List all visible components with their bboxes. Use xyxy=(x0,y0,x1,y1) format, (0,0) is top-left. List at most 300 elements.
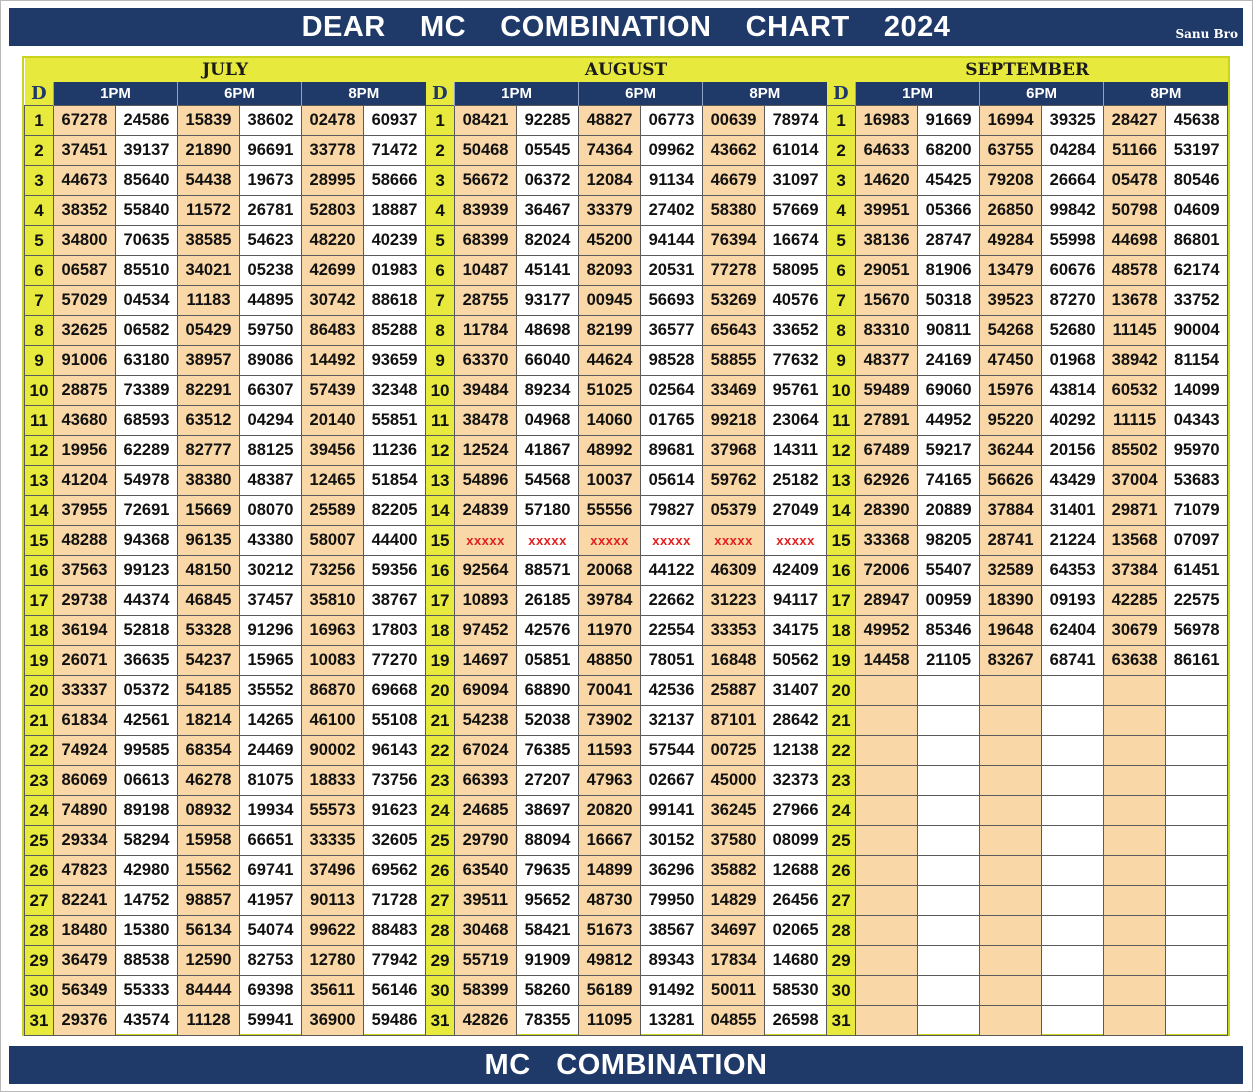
result-cell: 21105 xyxy=(918,646,980,676)
result-cell: 95652 xyxy=(517,886,579,916)
result-cell: 27049 xyxy=(765,496,827,526)
result-cell: 90002 xyxy=(302,736,364,766)
result-cell: 63512 xyxy=(178,406,240,436)
result-cell xyxy=(1042,766,1104,796)
result-cell: 11593 xyxy=(579,736,641,766)
result-cell: 02065 xyxy=(765,916,827,946)
result-cell: 95761 xyxy=(765,376,827,406)
result-cell: 26664 xyxy=(1042,166,1104,196)
result-cell: 68354 xyxy=(178,736,240,766)
day-number: 3 xyxy=(827,166,856,196)
result-cell: 36194 xyxy=(54,616,116,646)
result-cell: 40576 xyxy=(765,286,827,316)
result-cell: 58095 xyxy=(765,256,827,286)
table-row xyxy=(25,706,1228,736)
day-number: 3 xyxy=(25,166,54,196)
result-cell: 69668 xyxy=(364,676,426,706)
result-cell: 10893 xyxy=(455,586,517,616)
result-cell: 82205 xyxy=(364,496,426,526)
result-cell: 86870 xyxy=(302,676,364,706)
result-cell: 38136 xyxy=(856,226,918,256)
result-cell: 44673 xyxy=(54,166,116,196)
result-cell: 46278 xyxy=(178,766,240,796)
result-cell: 35882 xyxy=(703,856,765,886)
result-cell: 58294 xyxy=(116,826,178,856)
result-cell: 79950 xyxy=(641,886,703,916)
result-cell: 51673 xyxy=(579,916,641,946)
month-name: JULY xyxy=(25,58,426,82)
result-cell: 43429 xyxy=(1042,466,1104,496)
day-number: 13 xyxy=(25,466,54,496)
day-number: 10 xyxy=(426,376,455,406)
result-cell: 55108 xyxy=(364,706,426,736)
result-cell xyxy=(856,706,918,736)
result-cell: 48698 xyxy=(517,316,579,346)
day-number: 5 xyxy=(25,226,54,256)
result-cell: 05372 xyxy=(116,676,178,706)
table-row xyxy=(25,136,1228,166)
result-cell: 05238 xyxy=(240,256,302,286)
result-cell: 70635 xyxy=(116,226,178,256)
result-cell: 46679 xyxy=(703,166,765,196)
result-cell: 81154 xyxy=(1166,346,1228,376)
result-cell: 31401 xyxy=(1042,496,1104,526)
result-cell: 28755 xyxy=(455,286,517,316)
result-cell: 31223 xyxy=(703,586,765,616)
result-cell: 86801 xyxy=(1166,226,1228,256)
result-cell xyxy=(856,856,918,886)
day-number: 3 xyxy=(426,166,455,196)
result-cell: 86161 xyxy=(1166,646,1228,676)
result-cell: 08099 xyxy=(765,826,827,856)
result-cell: 52038 xyxy=(517,706,579,736)
result-cell: 50562 xyxy=(765,646,827,676)
result-cell: 50011 xyxy=(703,976,765,1006)
day-number: 19 xyxy=(827,646,856,676)
day-number: 26 xyxy=(426,856,455,886)
result-cell: 30679 xyxy=(1104,616,1166,646)
result-cell xyxy=(1042,886,1104,916)
result-cell: 19956 xyxy=(54,436,116,466)
result-cell: 16848 xyxy=(703,646,765,676)
result-cell: 54896 xyxy=(455,466,517,496)
result-cell: 35611 xyxy=(302,976,364,1006)
day-number: 5 xyxy=(827,226,856,256)
table-row xyxy=(25,796,1228,826)
result-cell: 78355 xyxy=(517,1006,579,1036)
day-number: 21 xyxy=(827,706,856,736)
result-cell: 16994 xyxy=(980,106,1042,136)
table-row xyxy=(25,856,1228,886)
chart-title: DEAR MC COMBINATION CHART 2024 xyxy=(301,11,951,43)
result-cell: 04343 xyxy=(1166,406,1228,436)
result-cell: 20531 xyxy=(641,256,703,286)
result-cell: 42409 xyxy=(765,556,827,586)
result-cell: 10083 xyxy=(302,646,364,676)
day-number: 29 xyxy=(25,946,54,976)
result-cell: 11970 xyxy=(579,616,641,646)
result-cell: 42576 xyxy=(517,616,579,646)
result-cell: 76385 xyxy=(517,736,579,766)
day-number: 20 xyxy=(426,676,455,706)
result-cell xyxy=(1166,766,1228,796)
result-cell: 19934 xyxy=(240,796,302,826)
day-number: 14 xyxy=(827,496,856,526)
slot-header: 1PM xyxy=(455,82,579,106)
result-cell: 89681 xyxy=(641,436,703,466)
result-cell xyxy=(856,736,918,766)
result-cell: 61451 xyxy=(1166,556,1228,586)
result-cell: 11115 xyxy=(1104,406,1166,436)
result-cell: 08932 xyxy=(178,796,240,826)
result-cell: 40239 xyxy=(364,226,426,256)
result-cell: 26071 xyxy=(54,646,116,676)
result-cell: 39784 xyxy=(579,586,641,616)
day-number: 18 xyxy=(827,616,856,646)
result-cell xyxy=(980,946,1042,976)
result-cell: 37580 xyxy=(703,826,765,856)
day-number: 16 xyxy=(426,556,455,586)
result-cell: 05478 xyxy=(1104,166,1166,196)
result-cell: 36244 xyxy=(980,436,1042,466)
result-cell: 20889 xyxy=(918,496,980,526)
slot-header: 1PM xyxy=(54,82,178,106)
result-cell: 28947 xyxy=(856,586,918,616)
result-cell: 30742 xyxy=(302,286,364,316)
result-cell: 48850 xyxy=(579,646,641,676)
result-cell: 32605 xyxy=(364,826,426,856)
result-cell: 24685 xyxy=(455,796,517,826)
result-cell: 58666 xyxy=(364,166,426,196)
result-cell: 15976 xyxy=(980,376,1042,406)
result-cell: 51025 xyxy=(579,376,641,406)
day-number: 20 xyxy=(827,676,856,706)
result-cell: 36635 xyxy=(116,646,178,676)
result-cell: 36900 xyxy=(302,1006,364,1036)
result-cell: 28390 xyxy=(856,496,918,526)
day-number: 24 xyxy=(827,796,856,826)
result-cell: 16983 xyxy=(856,106,918,136)
result-cell: 97452 xyxy=(455,616,517,646)
month-name: SEPTEMBER xyxy=(827,58,1228,82)
day-number: 16 xyxy=(827,556,856,586)
table-row xyxy=(25,286,1228,316)
result-cell: 12780 xyxy=(302,946,364,976)
result-cell: 94368 xyxy=(116,526,178,556)
day-number: 9 xyxy=(25,346,54,376)
result-cell: 33778 xyxy=(302,136,364,166)
result-cell: 69094 xyxy=(455,676,517,706)
result-cell: 33337 xyxy=(54,676,116,706)
result-cell: 57439 xyxy=(302,376,364,406)
result-cell xyxy=(980,856,1042,886)
result-cell xyxy=(918,676,980,706)
day-number: 2 xyxy=(827,136,856,166)
result-cell: 44698 xyxy=(1104,226,1166,256)
result-cell xyxy=(918,796,980,826)
result-cell: 43680 xyxy=(54,406,116,436)
month-name: AUGUST xyxy=(426,58,827,82)
day-number: 11 xyxy=(25,406,54,436)
result-cell: 82093 xyxy=(579,256,641,286)
table-row xyxy=(25,646,1228,676)
result-cell: xxxxx xyxy=(517,526,579,556)
result-cell: 27891 xyxy=(856,406,918,436)
day-number: 24 xyxy=(426,796,455,826)
result-cell: 42980 xyxy=(116,856,178,886)
result-cell: 38942 xyxy=(1104,346,1166,376)
result-cell: 94144 xyxy=(641,226,703,256)
day-number: 11 xyxy=(426,406,455,436)
result-cell: 79635 xyxy=(517,856,579,886)
result-cell: 09962 xyxy=(641,136,703,166)
result-cell: 63180 xyxy=(116,346,178,376)
day-number: 6 xyxy=(827,256,856,286)
result-cell: 99218 xyxy=(703,406,765,436)
result-cell: 61834 xyxy=(54,706,116,736)
result-cell: 74924 xyxy=(54,736,116,766)
result-cell: 16667 xyxy=(579,826,641,856)
result-cell: 78974 xyxy=(765,106,827,136)
result-cell: 33652 xyxy=(765,316,827,346)
result-cell xyxy=(980,766,1042,796)
day-number: 15 xyxy=(827,526,856,556)
result-cell: 52803 xyxy=(302,196,364,226)
result-cell: 40292 xyxy=(1042,406,1104,436)
result-cell xyxy=(918,856,980,886)
footer-banner xyxy=(9,1046,1243,1084)
result-cell: 48578 xyxy=(1104,256,1166,286)
result-cell: 46845 xyxy=(178,586,240,616)
result-cell: 70041 xyxy=(579,676,641,706)
table-row xyxy=(25,406,1228,436)
day-number: 4 xyxy=(25,196,54,226)
day-number: 1 xyxy=(25,106,54,136)
result-cell: 62404 xyxy=(1042,616,1104,646)
result-cell xyxy=(1104,736,1166,766)
result-cell: 06372 xyxy=(517,166,579,196)
result-cell: 64353 xyxy=(1042,556,1104,586)
day-number: 2 xyxy=(25,136,54,166)
result-cell: 61014 xyxy=(765,136,827,166)
table-row xyxy=(25,436,1228,466)
result-cell: 56189 xyxy=(579,976,641,1006)
result-cell: 06613 xyxy=(116,766,178,796)
result-cell: 74364 xyxy=(579,136,641,166)
result-cell: 42536 xyxy=(641,676,703,706)
result-cell: 12524 xyxy=(455,436,517,466)
result-cell: 58855 xyxy=(703,346,765,376)
result-cell: 29334 xyxy=(54,826,116,856)
day-number: 23 xyxy=(25,766,54,796)
month-header-row xyxy=(25,58,1228,82)
result-cell: xxxxx xyxy=(703,526,765,556)
result-cell: 55840 xyxy=(116,196,178,226)
result-cell: 45141 xyxy=(517,256,579,286)
result-cell: 07097 xyxy=(1166,526,1228,556)
result-cell: 29376 xyxy=(54,1006,116,1036)
result-cell: 60532 xyxy=(1104,376,1166,406)
table-row xyxy=(25,976,1228,1006)
result-cell: 48220 xyxy=(302,226,364,256)
day-number: 20 xyxy=(25,676,54,706)
day-number: 19 xyxy=(426,646,455,676)
result-cell xyxy=(1104,796,1166,826)
result-cell: 57029 xyxy=(54,286,116,316)
result-cell: 38380 xyxy=(178,466,240,496)
result-cell: 56146 xyxy=(364,976,426,1006)
result-cell: 12138 xyxy=(765,736,827,766)
result-cell xyxy=(1042,826,1104,856)
result-cell: 90004 xyxy=(1166,316,1228,346)
result-cell: 27207 xyxy=(517,766,579,796)
day-number: 22 xyxy=(827,736,856,766)
result-cell: 54438 xyxy=(178,166,240,196)
result-cell: 39523 xyxy=(980,286,1042,316)
result-cell: 84444 xyxy=(178,976,240,1006)
result-cell: 01983 xyxy=(364,256,426,286)
result-cell: 25589 xyxy=(302,496,364,526)
result-cell: 24586 xyxy=(116,106,178,136)
result-cell: 05851 xyxy=(517,646,579,676)
result-cell xyxy=(856,826,918,856)
result-cell: 58007 xyxy=(302,526,364,556)
result-cell: 18390 xyxy=(980,586,1042,616)
result-cell: 18833 xyxy=(302,766,364,796)
result-cell: 13479 xyxy=(980,256,1042,286)
result-cell: 06587 xyxy=(54,256,116,286)
result-cell: 04294 xyxy=(240,406,302,436)
result-cell: 59762 xyxy=(703,466,765,496)
result-cell: 41204 xyxy=(54,466,116,496)
result-cell: 89086 xyxy=(240,346,302,376)
result-cell: 59489 xyxy=(856,376,918,406)
result-cell: 62174 xyxy=(1166,256,1228,286)
result-cell xyxy=(856,976,918,1006)
result-cell: xxxxx xyxy=(641,526,703,556)
result-cell: 41957 xyxy=(240,886,302,916)
result-cell xyxy=(980,796,1042,826)
result-cell: xxxxx xyxy=(579,526,641,556)
result-cell: 29738 xyxy=(54,586,116,616)
result-cell: 37968 xyxy=(703,436,765,466)
result-cell: 43574 xyxy=(116,1006,178,1036)
result-cell: 39511 xyxy=(455,886,517,916)
result-cell: 77632 xyxy=(765,346,827,376)
result-cell: 42561 xyxy=(116,706,178,736)
result-cell: 28741 xyxy=(980,526,1042,556)
result-cell: 57544 xyxy=(641,736,703,766)
result-cell: 58380 xyxy=(703,196,765,226)
result-cell: 41867 xyxy=(517,436,579,466)
result-cell: 45638 xyxy=(1166,106,1228,136)
day-number: 28 xyxy=(827,916,856,946)
result-cell: 66040 xyxy=(517,346,579,376)
result-cell: 13281 xyxy=(641,1006,703,1036)
slot-header-row xyxy=(25,82,1228,106)
result-cell: 28747 xyxy=(918,226,980,256)
result-cell: 68741 xyxy=(1042,646,1104,676)
day-number: 6 xyxy=(426,256,455,286)
result-cell: 38767 xyxy=(364,586,426,616)
result-cell: 28995 xyxy=(302,166,364,196)
result-cell: 56978 xyxy=(1166,616,1228,646)
result-cell: 05429 xyxy=(178,316,240,346)
slot-header: 8PM xyxy=(703,82,827,106)
result-cell: 22662 xyxy=(641,586,703,616)
result-cell: 91909 xyxy=(517,946,579,976)
result-cell: 24839 xyxy=(455,496,517,526)
result-cell: 31097 xyxy=(765,166,827,196)
result-cell: 14620 xyxy=(856,166,918,196)
result-cell: 63638 xyxy=(1104,646,1166,676)
table-row xyxy=(25,196,1228,226)
result-cell: 98528 xyxy=(641,346,703,376)
result-cell: 02667 xyxy=(641,766,703,796)
result-cell: 42699 xyxy=(302,256,364,286)
slot-header: 6PM xyxy=(178,82,302,106)
day-number: 18 xyxy=(426,616,455,646)
day-number: 15 xyxy=(25,526,54,556)
result-cell: 44624 xyxy=(579,346,641,376)
result-cell: 54978 xyxy=(116,466,178,496)
result-cell: 48377 xyxy=(856,346,918,376)
result-cell: 77278 xyxy=(703,256,765,286)
result-cell: 46100 xyxy=(302,706,364,736)
result-cell: 47963 xyxy=(579,766,641,796)
table-row xyxy=(25,916,1228,946)
day-number: 28 xyxy=(25,916,54,946)
result-cell: 30152 xyxy=(641,826,703,856)
result-cell xyxy=(1042,676,1104,706)
table-row xyxy=(25,226,1228,256)
result-cell: 49952 xyxy=(856,616,918,646)
result-cell: 39325 xyxy=(1042,106,1104,136)
result-cell: 34175 xyxy=(765,616,827,646)
result-cell: 26850 xyxy=(980,196,1042,226)
result-cell xyxy=(1166,886,1228,916)
result-cell: 44895 xyxy=(240,286,302,316)
result-cell: 38352 xyxy=(54,196,116,226)
day-number: 8 xyxy=(827,316,856,346)
result-cell: 69398 xyxy=(240,976,302,1006)
result-cell: 55573 xyxy=(302,796,364,826)
day-number: 22 xyxy=(25,736,54,766)
result-cell: 33353 xyxy=(703,616,765,646)
table-row xyxy=(25,166,1228,196)
day-number: 5 xyxy=(426,226,455,256)
result-cell: 91006 xyxy=(54,346,116,376)
result-cell: 90113 xyxy=(302,886,364,916)
result-cell: 05545 xyxy=(517,136,579,166)
day-number: 30 xyxy=(426,976,455,1006)
result-cell: 50468 xyxy=(455,136,517,166)
result-cell: 82753 xyxy=(240,946,302,976)
result-cell: 51854 xyxy=(364,466,426,496)
day-column-header: D xyxy=(25,82,54,106)
day-number: 15 xyxy=(426,526,455,556)
result-cell: 56134 xyxy=(178,916,240,946)
result-cell: 74890 xyxy=(54,796,116,826)
result-cell xyxy=(856,946,918,976)
result-cell: 08070 xyxy=(240,496,302,526)
result-cell xyxy=(918,976,980,1006)
result-cell: 37563 xyxy=(54,556,116,586)
result-cell: 85502 xyxy=(1104,436,1166,466)
result-cell: 79208 xyxy=(980,166,1042,196)
result-cell: 14311 xyxy=(765,436,827,466)
result-cell: 42826 xyxy=(455,1006,517,1036)
